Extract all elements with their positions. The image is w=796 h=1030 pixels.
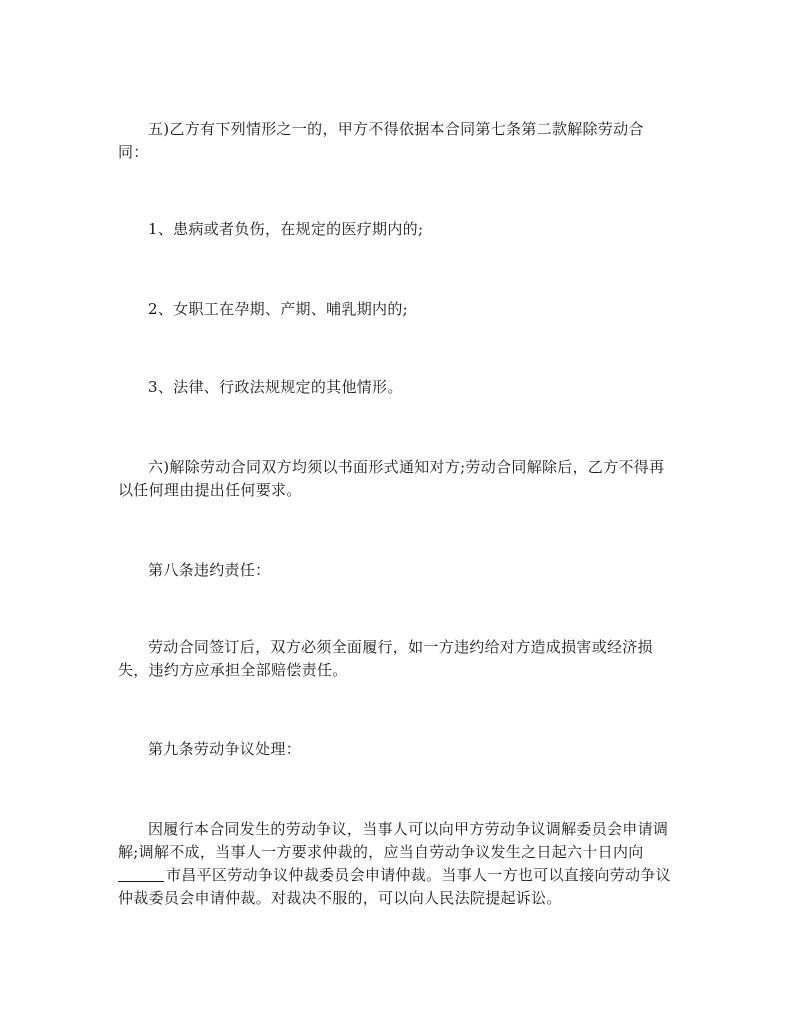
item-1 bbox=[118, 218, 680, 241]
item-3-text: 3、法律、行政法规规定的其他情形。 bbox=[148, 378, 403, 396]
clause-6-line-2: 以任何理由提出任何要求。 bbox=[118, 481, 302, 499]
article-9-line-2: 解;调解不成，当事人一方要求仲裁的，应当自劳动争议发生之日起六十日内向 bbox=[118, 843, 644, 861]
article-8-title bbox=[118, 559, 680, 582]
article-8-title-text: 第八条违约责任： bbox=[148, 561, 271, 579]
article-8-line-2: 失，违约方应承担全部赔偿责任。 bbox=[118, 661, 348, 679]
item-1-text: 1、患病或者负伤，在规定的医疗期内的; bbox=[148, 220, 424, 238]
article-9-title-text: 第九条劳动争议处理： bbox=[148, 740, 302, 758]
clause-5-line-1: 五)乙方有下列情形之一的，甲方不得依据本合同第七条第二款解除劳动合 bbox=[148, 120, 644, 138]
clause-6-line-1: 六)解除劳动合同双方均须以书面形式通知对方;劳动合同解除后，乙方不得再 bbox=[148, 458, 665, 476]
clause-6-paragraph bbox=[118, 456, 680, 502]
fill-in-blank bbox=[118, 867, 164, 882]
article-8-paragraph bbox=[118, 636, 680, 682]
article-9-line-4: 仲裁委员会申请仲裁。对裁决不服的，可以向人民法院提起诉讼。 bbox=[118, 889, 562, 907]
clause-5-paragraph bbox=[118, 118, 680, 164]
article-8-line-1: 劳动合同签订后，双方必须全面履行，如一方违约给对方造成损害或经济损 bbox=[148, 638, 653, 656]
article-9-title bbox=[118, 738, 680, 761]
item-3 bbox=[118, 376, 680, 399]
article-9-line-3-with-blank bbox=[118, 864, 680, 887]
article-9-line-1: 因履行本合同发生的劳动争议，当事人可以向甲方劳动争议调解委员会申请调 bbox=[148, 820, 669, 838]
item-2 bbox=[118, 298, 680, 321]
article-9-paragraph bbox=[118, 818, 680, 910]
clause-5-line-2: 同： bbox=[118, 143, 149, 161]
item-2-text: 2、女职工在孕期、产期、哺乳期内的; bbox=[148, 300, 408, 318]
article-9-line-3: 市昌平区劳动争议仲裁委员会申请仲裁。当事人一方也可以直接向劳动争议 bbox=[166, 866, 671, 884]
